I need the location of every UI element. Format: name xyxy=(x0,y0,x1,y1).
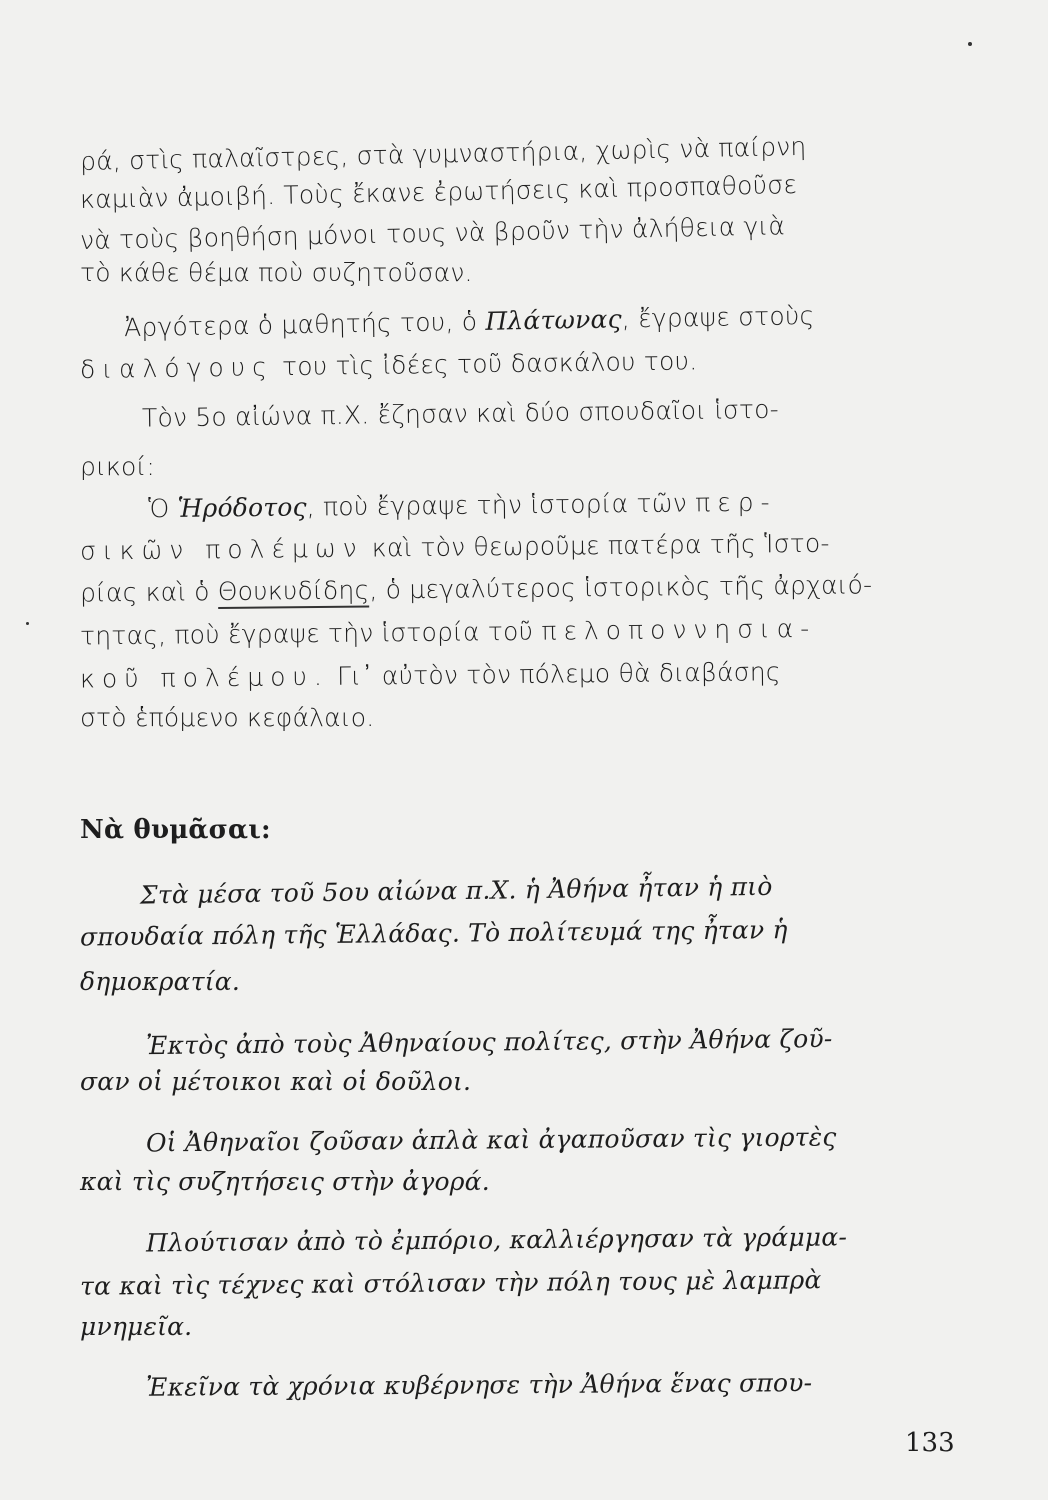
text-segment: Γι᾽ αὐτὸν τὸν πόλεμο θὰ διαβάσης xyxy=(328,657,781,691)
summary-line: μνημεῖα. xyxy=(80,1312,193,1341)
text-line: Τὸν 5ο αἰώνα π.Χ. ἔζησαν καὶ δύο σπουδαῖοι ἱστο- xyxy=(141,394,780,433)
text-line: στὸ ἑπόμενο κεφάλαιο. xyxy=(80,703,375,732)
text-line: τὸ κάθε θέμα ποὺ συζητοῦσαν. xyxy=(80,258,473,287)
spaced-word: πελοποννησια- xyxy=(541,613,817,646)
summary-line: δημοκρατία. xyxy=(80,967,240,996)
text-segment: , ἔγραψε στοὺς xyxy=(621,301,815,334)
summary-line: σαν οἱ μέτοικοι καὶ οἱ δοῦλοι. xyxy=(80,1067,472,1096)
summary-line: Οἱ Ἀθηναῖοι ζοῦσαν ἁπλὰ καὶ ἀγαποῦσαν τὶς γιορτὲς xyxy=(145,1122,837,1158)
spaced-word: σικῶν πολέμων xyxy=(79,533,364,566)
text-segment: , ὁ μεγαλύτερος ἱστορικὸς τῆς ἀρχαιό- xyxy=(369,570,873,605)
text-segment: καὶ τὸν θεωροῦμε πατέρα τῆς Ἱστο- xyxy=(363,528,830,563)
speck xyxy=(26,622,29,625)
summary-line: καὶ τὶς συζητήσεις στὴν ἀγορά. xyxy=(80,1167,490,1196)
summary-line: Στὰ μέσα τοῦ 5ου αἰώνα π.Χ. ἡ Ἀθήνα ἦταν ἡ πιὸ xyxy=(139,871,773,910)
name-herodotos: Ἡρόδοτος xyxy=(177,492,307,523)
text-line xyxy=(148,486,940,523)
name-platonas: Πλάτωνας xyxy=(485,304,623,336)
summary-line: σπουδαία πόλη τῆς Ἑλλάδας. Τὸ πολίτευμά της ἦταν ἡ xyxy=(79,915,788,952)
page-number: 133 xyxy=(905,1428,955,1458)
summary-line: Ἐκτὸς ἀπὸ τοὺς Ἀθηναίους πολίτες, στὴν Ἀθήνα ζοῦ- xyxy=(145,1023,833,1061)
spaced-word: κοῦ πολέμου. xyxy=(79,661,329,694)
text-line xyxy=(80,527,940,565)
summary-line: Ἐκεῖνα τὰ χρόνια κυβέρνησε τὴν Ἀθήνα ἕνας σπου- xyxy=(145,1368,813,1402)
text-line: ρά, στὶς παλαῖστρες, στὰ γυμναστήρια, χωρὶς νὰ παίρνη xyxy=(79,131,807,177)
text-line xyxy=(80,655,940,693)
speck xyxy=(968,42,972,46)
text-line xyxy=(80,569,940,607)
text-segment: Ἀργότερα ὁ μαθητής του, ὁ xyxy=(123,306,486,343)
text-line xyxy=(124,299,940,342)
text-segment: ρίας καὶ ὁ xyxy=(79,577,218,608)
text-line: καμιὰν ἀμοιβή. Τοὺς ἔκανε ἐρωτήσεις καὶ προσπαθοῦσε xyxy=(79,169,798,215)
text-line: ρικοί: xyxy=(80,452,155,481)
summary-line: τα καὶ τὶς τέχνες καὶ στόλισαν τὴν πόλη τους μὲ λαμπρὰ xyxy=(79,1265,822,1301)
text-segment: Ὁ xyxy=(147,493,178,524)
text-line xyxy=(80,612,940,650)
spaced-word: διαλόγους xyxy=(79,352,275,385)
text-segment: του τὶς ἰδέες τοῦ δασκάλου του. xyxy=(273,346,698,382)
name-thoukydidis: Θουκυδίδης xyxy=(218,575,370,609)
text-segment: τητας, ποὺ ἔγραψε τὴν ἱστορία τοῦ xyxy=(79,616,542,651)
spaced-word: περ- xyxy=(694,487,777,518)
text-line xyxy=(80,343,940,384)
section-heading: Νὰ θυμᾶσαι: xyxy=(80,815,271,845)
summary-line: Πλούτισαν ἀπὸ τὸ ἐμπόριο, καλλιέργησαν τὰ γράμμα- xyxy=(145,1222,848,1258)
text-segment: , ποὺ ἔγραψε τὴν ἱστορία τῶν xyxy=(306,488,696,522)
text-line: νὰ τοὺς βοηθήση μόνοι τους νὰ βροῦν τὴν ἀλήθεια γιὰ xyxy=(79,211,786,256)
